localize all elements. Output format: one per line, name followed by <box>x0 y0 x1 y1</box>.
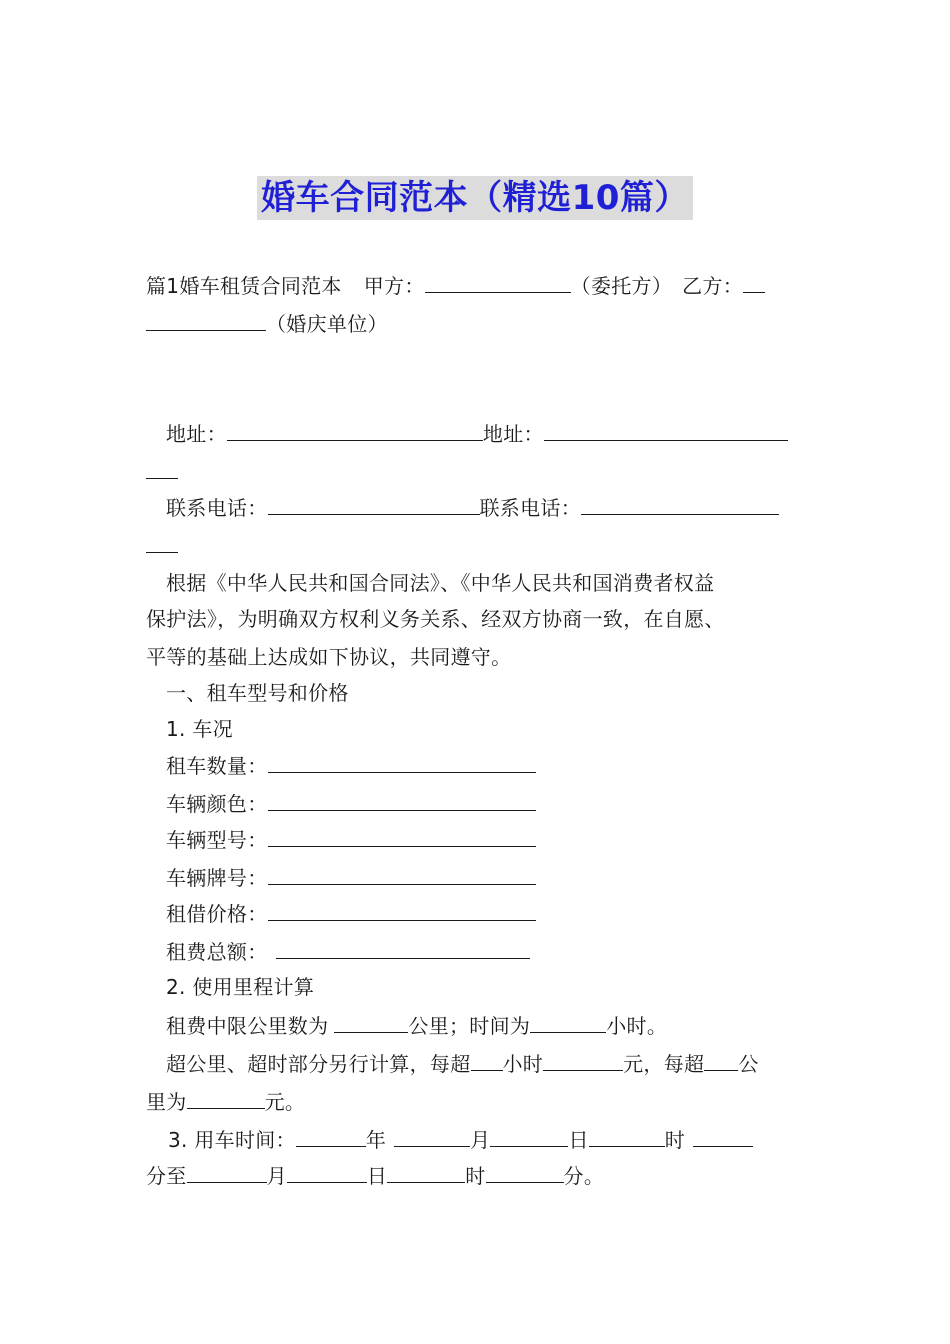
mileage-text: 租费中限公里数为 <box>166 1014 329 1038</box>
paragraph-line: 平等的基础上达成如下协议，共同遵守。 <box>146 645 512 669</box>
month-blank[interactable] <box>394 1126 470 1147</box>
title-container <box>0 176 950 220</box>
address-b-blank[interactable] <box>544 420 788 441</box>
time-unit: 月 <box>470 1128 491 1152</box>
hour-blank[interactable] <box>589 1126 665 1147</box>
phone-a-blank[interactable] <box>268 494 480 515</box>
field-label: 租借价格： <box>166 902 268 926</box>
end-day-blank[interactable] <box>287 1162 367 1183</box>
phone-b-blank-cont[interactable] <box>146 532 178 553</box>
field-label: 车辆型号： <box>166 828 268 852</box>
overage-text: 元，每超 <box>623 1052 705 1076</box>
paragraph-line: 保护法》，为明确双方权利义务关系、经双方协商一致，在自愿、 <box>146 607 725 631</box>
field-label: 租车数量： <box>166 754 268 778</box>
overage-hours-price-blank[interactable] <box>543 1050 623 1071</box>
address-label-a: 地址： <box>166 422 227 446</box>
mileage-line <box>166 1012 830 1039</box>
phone-line <box>166 494 830 521</box>
address-label-b: 地址： <box>482 422 544 446</box>
mileage-blank[interactable] <box>334 1012 408 1033</box>
address-b-blank-cont[interactable] <box>146 458 178 479</box>
overage-text: 小时 <box>502 1052 544 1076</box>
phone-line-cont <box>146 532 810 559</box>
field-row <box>166 864 830 891</box>
time-line-2 <box>146 1162 810 1189</box>
intro-line-1 <box>146 272 810 299</box>
time-unit: 分。 <box>563 1164 605 1188</box>
overage-text: 里为 <box>146 1090 187 1114</box>
phone-label-b: 联系电话： <box>479 496 581 520</box>
mileage-text: 公里；时间为 <box>408 1014 531 1038</box>
time-unit: 时 <box>664 1128 686 1152</box>
party-a-role: （委托方） <box>570 274 673 298</box>
overage-text: 元。 <box>264 1090 306 1114</box>
field-row <box>166 752 830 779</box>
address-a-blank[interactable] <box>227 420 483 441</box>
subsection-heading: 1. 车况 <box>166 717 233 741</box>
phone-b-blank[interactable] <box>581 494 779 515</box>
end-hour-blank[interactable] <box>387 1162 465 1183</box>
overage-line-2 <box>146 1088 810 1115</box>
field-row <box>166 938 830 965</box>
address-line-cont <box>146 458 810 485</box>
field-blank[interactable] <box>268 752 536 773</box>
hours-blank[interactable] <box>530 1012 606 1033</box>
field-row <box>166 900 830 927</box>
time-line <box>168 1126 832 1153</box>
time-unit: 年 <box>365 1128 387 1152</box>
overage-text: 公 <box>738 1052 759 1076</box>
field-blank[interactable] <box>268 864 536 885</box>
overage-km-price-blank[interactable] <box>187 1088 265 1109</box>
field-label: 车辆颜色： <box>166 792 268 816</box>
field-row <box>166 826 830 853</box>
time-unit: 月 <box>266 1164 287 1188</box>
party-b-role: （婚庆单位） <box>266 312 388 336</box>
party-b-blank[interactable] <box>743 272 765 293</box>
party-a-blank[interactable] <box>425 272 571 293</box>
field-blank[interactable] <box>276 938 530 959</box>
time-label: 3. 用车时间： <box>168 1128 296 1152</box>
day-blank[interactable] <box>490 1126 568 1147</box>
time-unit: 日 <box>366 1164 388 1188</box>
section-heading: 一、租车型号和价格 <box>166 681 349 705</box>
field-label: 租费总额： <box>166 940 268 964</box>
field-blank[interactable] <box>268 900 536 921</box>
end-minute-blank[interactable] <box>486 1162 564 1183</box>
phone-label-a: 联系电话： <box>166 496 268 520</box>
field-blank[interactable] <box>268 790 536 811</box>
intro-line-2 <box>146 310 810 337</box>
time-unit: 分至 <box>146 1164 187 1188</box>
time-unit: 日 <box>568 1128 589 1152</box>
field-label: 车辆牌号： <box>166 866 268 890</box>
subsection-heading: 2. 使用里程计算 <box>166 975 315 999</box>
field-row <box>166 790 830 817</box>
overage-line <box>166 1050 830 1077</box>
overage-km-blank[interactable] <box>704 1050 738 1071</box>
address-line <box>166 420 830 447</box>
paragraph-line: 根据《中华人民共和国合同法》、《中华人民共和国消费者权益 <box>166 571 715 595</box>
time-unit: 时 <box>465 1164 486 1188</box>
field-blank[interactable] <box>268 826 536 847</box>
party-a-label: 甲方： <box>363 274 425 298</box>
end-month-blank[interactable] <box>187 1162 267 1183</box>
document-title: 婚车合同范本（精选10篇） <box>257 176 693 220</box>
year-blank[interactable] <box>296 1126 366 1147</box>
party-b-label: 乙方： <box>682 274 744 298</box>
overage-text: 超公里、超时部分另行计算，每超 <box>166 1052 471 1076</box>
minute-blank[interactable] <box>693 1126 753 1147</box>
section-heading: 篇1婚车租赁合同范本 <box>146 274 342 298</box>
mileage-text: 小时。 <box>606 1014 668 1038</box>
party-b-blank-cont[interactable] <box>146 310 266 331</box>
overage-hours-blank[interactable] <box>471 1050 503 1071</box>
